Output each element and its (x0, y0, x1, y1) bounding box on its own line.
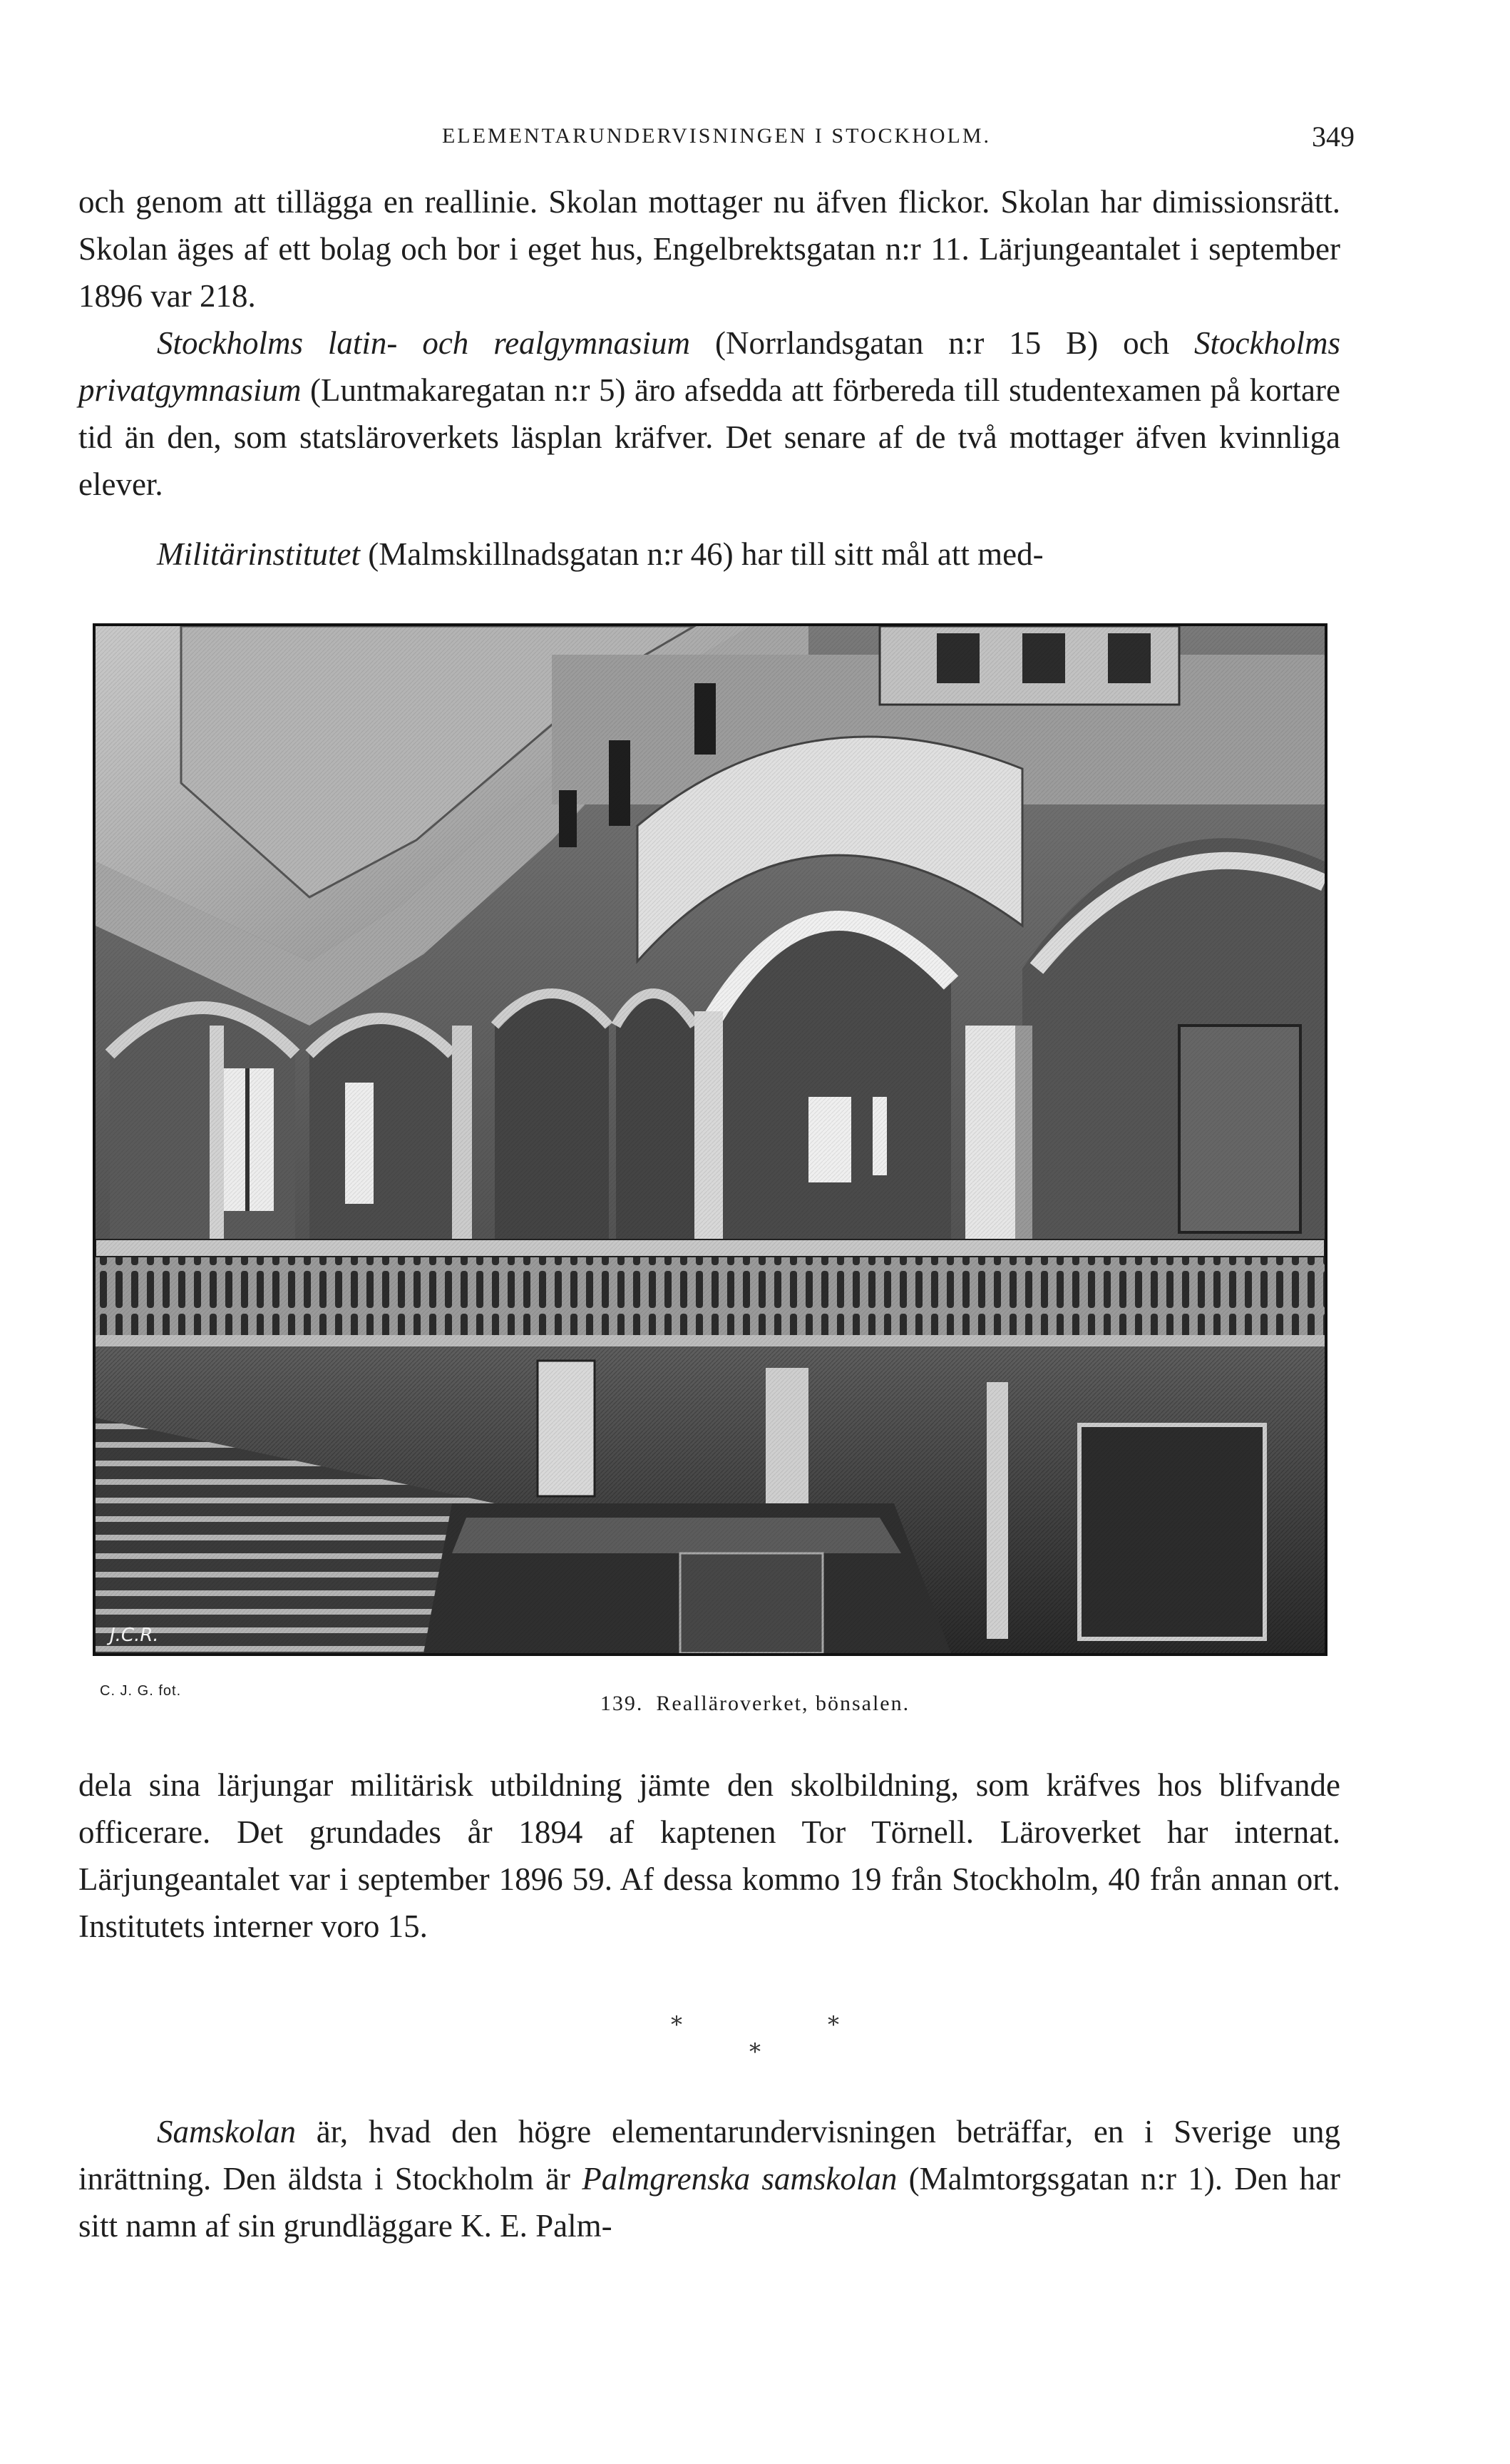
running-title: ELEMENTARUNDERVISNINGEN I STOCKHOLM. (441, 124, 992, 148)
asterisk-right: * (828, 2011, 839, 2038)
paragraph-2-text-2: (Luntmakaregatan n:r 5) äro afsedda att förbereda till studentexamen på kortare tid än den, som statsläroverkets läsplan kräfver. Det senare af de två mottager äfven kvinnliga elever. (78, 372, 1340, 502)
figure-caption (0, 1692, 1510, 1716)
paragraph-2-text-1: (Norrlandsgatan n:r 15 B) och (690, 325, 1195, 361)
photo-credit: C. J. G. fot. (100, 1683, 182, 1699)
asterism-bottom (0, 2038, 1510, 2065)
paragraph-3 (78, 531, 1340, 578)
palmgrenska-samskolan-name: Palmgrenska samskolan (582, 2161, 898, 2197)
photograph-assembly-hall (93, 623, 1327, 1656)
paragraph-2 (78, 319, 1340, 508)
engraver-signature: J.C.R. (110, 1625, 159, 1646)
figure-number: 139. (600, 1692, 644, 1715)
asterisk-bottom: * (749, 2038, 761, 2065)
institute-name-militarinstitutet: Militärinstitutet (157, 536, 361, 572)
paragraph-1: och genom att tillägga en reallinie. Skolan mottager nu äfven flickor. Skolan har dimissionsrätt. Skolan äges af ett bolag och bor i eget hus, Engelbrektsgatan n:r 11. Lärjungeantalet i september 1896 var 218. (78, 184, 1340, 314)
school-name-privatgymnasium: Stockholms privatgymnasium (78, 325, 1340, 408)
asterism-top (0, 2011, 1510, 2038)
asterisk-left: * (671, 2011, 682, 2038)
paragraph-5 (78, 2108, 1340, 2249)
running-head (78, 120, 1355, 155)
samskolan-term: Samskolan (157, 2114, 296, 2149)
paragraph-3-text: (Malmskillnadsgatan n:r 46) har till sitt mål att med- (360, 536, 1044, 572)
school-name-latin-realgymnasium: Stockholms latin- och realgymnasium (157, 325, 691, 361)
page-number: 349 (1312, 121, 1355, 153)
paragraph-4: dela sina lärjungar militärisk utbildning jämte den skolbildning, som kräfves hos blifvande officerare. Det grundades år 1894 af kaptenen Tor Törnell. Läroverket har internat. Lärjungeantalet var i september 1896 59. Af dessa kommo 19 från Stockholm, 40 från annan ort. Institutets interner voro 15. (78, 1767, 1340, 1944)
figure-caption-text: Realläroverket, bönsalen. (656, 1692, 910, 1715)
paragraph-5-text-2: (Malmtorgsgatan n:r 1). Den har sitt namn af sin grundläggare K. E. Palm- (78, 2161, 1340, 2244)
hall-engraving (96, 626, 1325, 1653)
paragraph-5-text-1: är, hvad den högre elementarundervisningen beträffar, en i Sverige ung inrättning. Den äldsta i Stockholm är (78, 2114, 1340, 2197)
